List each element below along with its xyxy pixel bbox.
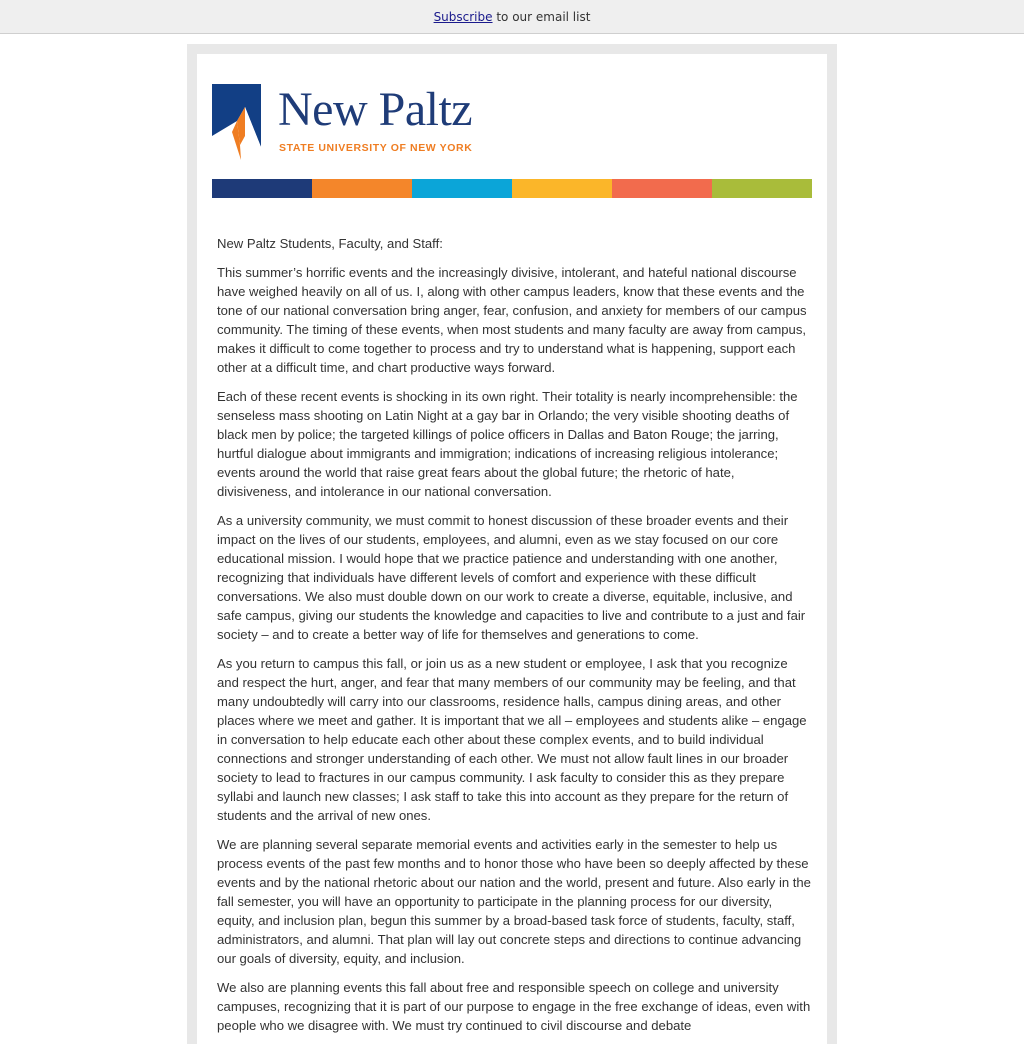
- logo-wordmark: New Paltz: [278, 83, 473, 136]
- subscribe-bar-text: to our email list: [492, 9, 591, 24]
- letter-body: [217, 234, 812, 1044]
- color-stripe-segment: [712, 179, 812, 198]
- email-frame: [187, 44, 837, 1044]
- new-paltz-logo-icon: [212, 84, 262, 162]
- letter-paragraph: We also are planning events this fall about free and responsible speech on college and university campuses, recognizing that it is part of our purpose to engage in the free exchange of ideas, even with people who we disagree with. We must try continued to civil discourse and debate: [217, 980, 811, 1033]
- letter-paragraph: As you return to campus this fall, or join us as a new student or employee, I ask that you recognize and respect the hurt, anger, and fear that many members of our community may be feeling, and that many undoubtedly will carry into our classrooms, residence halls, campus dining areas, and other places where we meet and gather. It is important that we all – employees and students alike – engage in conversation to help educate each other about these complex events, and to build individual connections and stronger understanding of each other. We must not allow fault lines in our broader society to lead to fractures in our campus community. I ask faculty to consider this as they prepare syllabi and launch new classes; I ask staff to take this into account as they prepare for the return of students and the arrival of new ones.: [217, 656, 807, 823]
- color-stripe-segment: [412, 179, 512, 198]
- color-stripe-segment: [212, 179, 312, 198]
- color-stripe-segment: [612, 179, 712, 198]
- subscribe-bar: [0, 0, 1024, 34]
- color-stripe: [212, 179, 812, 198]
- email-card: [197, 54, 827, 1044]
- letter-paragraph: This summer’s horrific events and the increasingly divisive, intolerant, and hateful national discourse have weighed heavily on all of us. I, along with other campus leaders, know that these events and the tone of our national conversation bring anger, fear, confusion, and anxiety for members of our campus community. The timing of these events, when most students and many faculty are away from campus, makes it difficult to come together to process and try to understand what is happening, support each other at a difficult time, and chart productive ways forward.: [217, 265, 807, 375]
- color-stripe-segment: [312, 179, 412, 198]
- subscribe-link[interactable]: Subscribe: [433, 9, 493, 24]
- letter-paragraph: Each of these recent events is shocking in its own right. Their totality is nearly incomprehensible: the senseless mass shooting on Latin Night at a gay bar in Orlando; the very visible shooting deaths of black men by police; the targeted killings of police officers in Dallas and Baton Rouge; the jarring, hurtful dialogue about immigrants and immigration; indications of increasing religious intolerance; events around the world that raise great fears about the global future; the rhetoric of hate, divisiveness, and intolerance in our national conversation.: [217, 389, 798, 499]
- letter-paragraph: We are planning several separate memorial events and activities early in the semester to help us process events of the past few months and to honor those who have been so deeply affected by these events and by the national rhetoric about our nation and the world, present and future. Also early in the fall semester, you will have an opportunity to participate in the planning process for our diversity, equity, and inclusion plan, begun this summer by a broad-based task force of students, faculty, staff, administrators, and alumni. That plan will lay out concrete steps and directions to continue advancing our goals of diversity, equity, and inclusion.: [217, 837, 811, 966]
- color-stripe-segment: [512, 179, 612, 198]
- logo-tagline: STATE UNIVERSITY OF NEW YORK: [279, 142, 473, 154]
- letter-paragraph: As a university community, we must commit to honest discussion of these broader events and their impact on the lives of our students, employees, and alumni, even as we stay focused on our core educational mission. I would hope that we practice patience and understanding with one another, recognizing that individuals have different levels of comfort and experience with these difficult conversations. We also must double down on our work to create a diverse, equitable, inclusive, and safe campus, giving our students the knowledge and capacities to live and contribute to a just and fair society – and to create a better way of life for themselves and generations to come.: [217, 513, 806, 642]
- new-paltz-logo: [212, 84, 492, 164]
- letter-greeting: New Paltz Students, Faculty, and Staff:: [217, 236, 443, 251]
